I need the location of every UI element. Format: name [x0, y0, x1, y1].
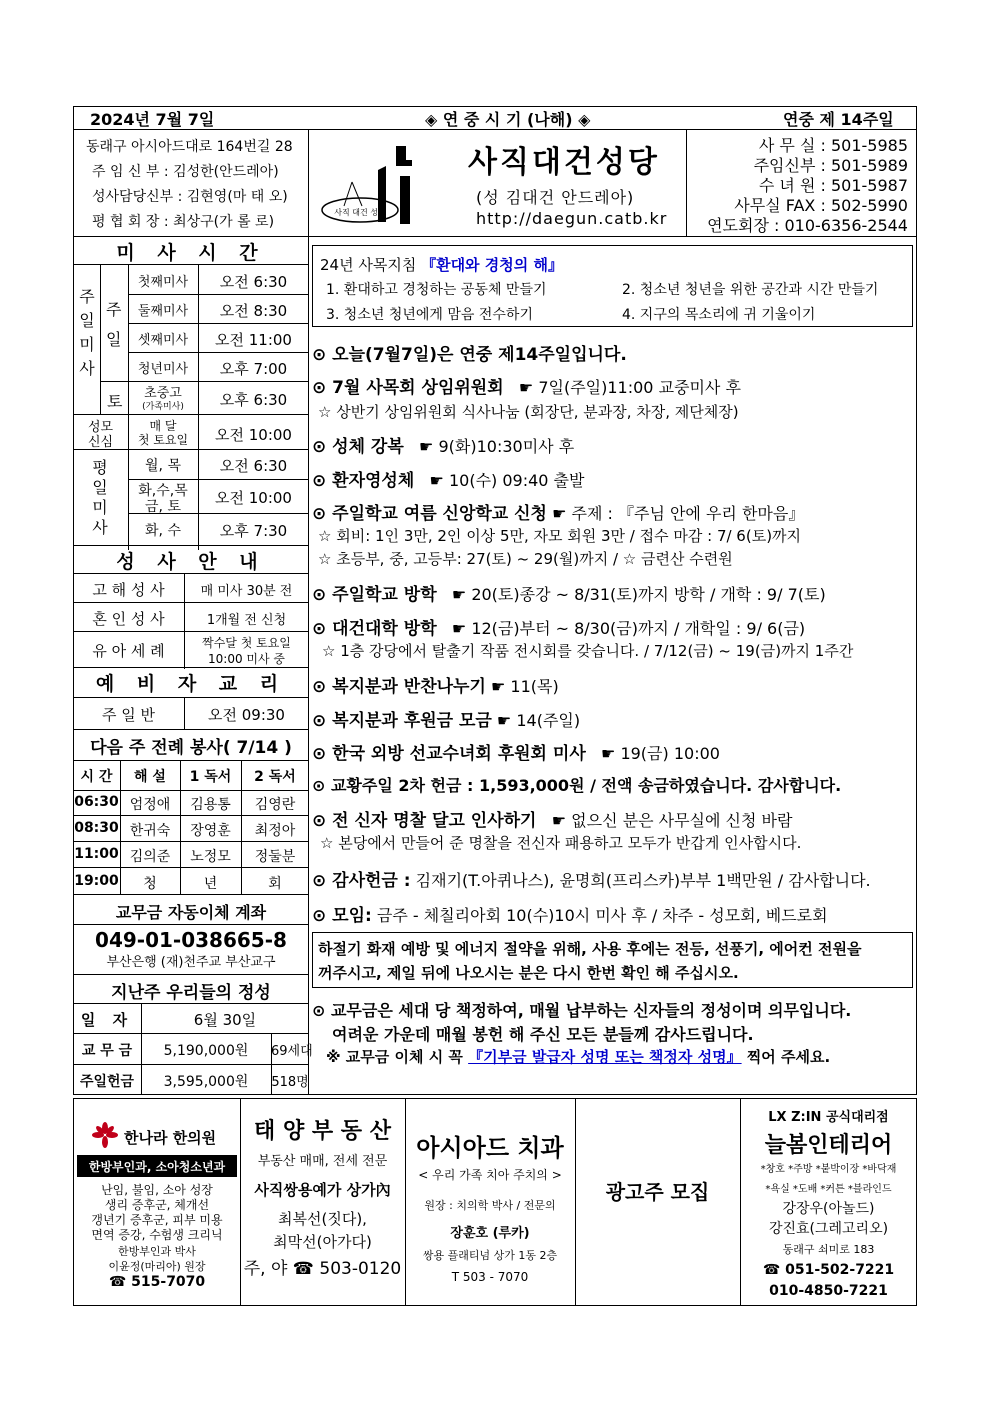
contact-fax: 사무실 FAX : 502-5990 [734, 196, 908, 215]
news-2-title: ⊙ 7월 사목회 상임위원회 [312, 378, 504, 398]
news-2-detail: ☛ 7일(주일)11:00 교중미사 후 [518, 378, 741, 397]
liturgical-week: 연중 제 14주일 [783, 110, 894, 129]
seongmo-day-2: 첫 토요일 [137, 433, 189, 447]
news-13-detail: 김재기(T.아퀴나스), 윤명희(프리스카)부부 1백만원 / 감사합니다. [415, 871, 871, 890]
catechism-title: 예 비 자 교 리 [95, 673, 287, 695]
service-row-2-time: 08:30 [74, 820, 119, 836]
news-7-sub: ☆ 1층 강당에서 탈출기 작품 전시회를 갖습니다. / 7/12(금) ~ 19(금)까지 1주간 [322, 642, 854, 660]
news-4 [312, 466, 584, 491]
service-header-time: 시 간 [80, 769, 113, 785]
news-6-title: ⊙ 주일학교 방학 [312, 585, 437, 605]
news-2-sub: ☆ 상반기 상임위원회 식사나눔 (회장단, 분과장, 차장, 제단체장) [318, 403, 739, 421]
news-5-sub-2: ☆ 초등부, 중, 고등부: 27(토) ~ 29(월)까지 / ☆ 금련산 수련원 [318, 550, 733, 568]
ad4-recruit: 광고주 모집 [605, 1180, 710, 1204]
news-3-title: ⊙ 성체 강복 [312, 437, 404, 457]
news-12 [312, 806, 792, 831]
news-10-detail: ☛ 19(금) 10:00 [601, 744, 720, 763]
weekday-row-2-day2: 금, 토 [145, 499, 181, 515]
mass-row-4-time: 오후 7:00 [219, 360, 288, 378]
sacrament-1-name: 고 해 성 사 [92, 581, 165, 599]
news-14-title: ⊙ 모임: [312, 906, 372, 926]
ad1-line-2: 생리 증후군, 체개선 [104, 1198, 210, 1212]
mass-row-3-name: 셋째미사 [137, 333, 189, 348]
church-name: 사직대건성당 [468, 145, 660, 180]
church-patron: (성 김대건 안드레아) [476, 188, 635, 207]
mass-row-4-name: 청년미사 [137, 362, 189, 377]
ad1-line-1: 난임, 불임, 소아 성장 [101, 1183, 213, 1197]
mass-row-5-name: 초중고 [144, 386, 182, 401]
mass-title: 미 사 시 간 [116, 242, 266, 264]
news-4-detail: ☛ 10(수) 09:40 출발 [429, 471, 585, 490]
logo-text: 사직 대건 성당 [334, 208, 386, 217]
energy-notice-line-1: 하절기 화재 예방 및 에너지 절약을 위해, 사용 후에는 전등, 선풍기, 에어컨 전원을 [318, 940, 862, 958]
news-13 [312, 866, 871, 891]
church-logo [318, 140, 418, 228]
ad3-doctor: 원장 : 치의학 박사 / 전문의 [424, 1199, 556, 1212]
ad5-person-1: 강장우(아놀드) [782, 1201, 875, 1217]
ad3-name: 아시아드 치과 [416, 1134, 564, 1162]
ad3-doctor-name: 장훈호 (루카) [450, 1226, 530, 1241]
service-row-1-time: 06:30 [74, 794, 119, 810]
news-6 [312, 580, 826, 605]
tithe-line-3 [326, 1046, 830, 1067]
weekday-row-1-day: 월, 목 [145, 458, 181, 474]
news-4-title: ⊙ 환자영성체 [312, 471, 415, 491]
weekday-row-2-day: 화,수,목 [138, 483, 188, 499]
news-12-detail: ☛ 없으신 분은 사무실에 신청 바람 [551, 811, 793, 830]
offering-date-label: 일 자 [80, 1011, 134, 1029]
catechism-time: 오전 09:30 [208, 706, 285, 724]
offering-row-1-name: 교 무 금 [81, 1043, 133, 1059]
tithe-line-3-suffix: 찍어 주세요. [741, 1048, 831, 1066]
seongmo-label-2: 신심 [87, 435, 114, 450]
sunday-mass-label: 주일미사 [79, 287, 95, 378]
service-row-4-c3: 회 [268, 876, 282, 892]
tithe-line-3-prefix: ※ 교무금 이체 시 꼭 [326, 1048, 469, 1066]
service-row-3-c1: 김의준 [129, 849, 171, 865]
news-12-title: ⊙ 전 신자 명찰 달고 인사하기 [312, 811, 537, 831]
weekday-row-3-day: 화, 수 [145, 523, 181, 539]
news-2 [312, 373, 741, 398]
offering-title: 지난주 우리들의 정성 [111, 983, 271, 1003]
offering-row-1-count: 69세대 [271, 1044, 313, 1059]
service-row-3-time: 11:00 [74, 846, 119, 862]
policy-title [320, 254, 563, 275]
catechism-name: 주 일 반 [101, 706, 155, 724]
ad5-top: LX Z:IN 공식대리점 [768, 1110, 889, 1125]
policy-title-highlight: 『환대와 경청의 해』 [421, 256, 563, 274]
news-8 [312, 672, 559, 697]
sunday-label: 주 [106, 300, 122, 319]
sacrament-3-value: 짝수달 첫 토요일 [202, 636, 291, 650]
ad1-name: 한나라 한의원 [124, 1129, 217, 1147]
service-row-3-c2: 노정모 [190, 849, 231, 865]
bulletin-date: 2024년 7월 7일 [90, 110, 215, 129]
ad1-line-3: 갱년기 증후군, 피부 미용 [91, 1213, 223, 1227]
offering-row-1-amount: 5,190,000원 [163, 1043, 249, 1059]
ad5-phone-2: 010-4850-7221 [769, 1283, 888, 1299]
account-bank: 부산은행 (재)천주교 부산교구 [106, 955, 276, 970]
news-3-detail: ☛ 9(화)10:30미사 후 [419, 437, 575, 456]
ad5-items-2: *욕실 *도배 *커튼 *블라인드 [765, 1184, 892, 1195]
news-5-sub-1: ☆ 회비: 1인 3만, 2인 이상 5만, 자모 회원 3만 / 접수 마감 : 7/ 6(토)까지 [318, 527, 802, 545]
service-row-4-c2: 년 [203, 876, 218, 892]
ad1-phone: ☎ 515-7070 [108, 1274, 206, 1290]
news-5-detail: ☛ 주제 : 『주님 안에 우리 한마음』 [552, 504, 805, 523]
news-8-title: ⊙ 복지분과 반찬나누기 [312, 677, 486, 697]
service-row-2-c1: 한귀숙 [129, 823, 171, 839]
contact-convent: 수 녀 원 : 501-5987 [758, 176, 908, 195]
head-pastor: 주 임 신 부 : 김성한(안드레아) [92, 164, 279, 180]
ad1-doctor-2: 이윤정(마리아) 원장 [108, 1260, 206, 1273]
ad2-person-2: 최막선(아가다) [273, 1233, 372, 1251]
ad1-line-4: 면역 증강, 수험생 크리닉 [91, 1228, 223, 1242]
church-address: 동래구 아시아드대로 164번길 28 [86, 139, 293, 155]
weekday-mass-label: 평일미사 [92, 458, 108, 537]
news-14-detail: 금주 - 체칠리아회 10(수)10시 미사 후 / 차주 - 성모회, 베드로회 [376, 906, 828, 925]
policy-item-1: 1. 환대하고 경청하는 공동체 만들기 [326, 282, 547, 298]
policy-title-prefix: 24년 사목지침 [320, 256, 422, 274]
contact-yeondo: 연도회장 : 010-6356-2544 [707, 216, 908, 235]
sacrament-3-value2: 10:00 미사 중 [208, 652, 285, 666]
sacrament-2-value: 1개월 전 신청 [206, 613, 287, 628]
news-14 [312, 901, 828, 926]
liturgical-season: ◈ 연 중 시 기 (나해) ◈ [425, 110, 591, 129]
mass-row-1-name: 첫째미사 [137, 275, 189, 290]
sunday-label-2: 일 [106, 330, 122, 349]
tithe-line-3-highlight: 『기부금 발급자 성명 또는 책정자 성명』 [468, 1048, 742, 1066]
news-6-detail: ☛ 20(토)종강 ~ 8/31(토)까지 방학 / 개학 : 9/ 7(토) [451, 585, 826, 604]
news-7-detail: ☛ 12(금)부터 ~ 8/30(금)까지 / 개학일 : 9/ 6(금) [451, 619, 806, 638]
service-row-3-c3: 정둘분 [254, 849, 296, 865]
mass-row-3-time: 오전 11:00 [215, 331, 292, 349]
news-10 [312, 739, 720, 764]
service-header-reading1: 1 독서 [189, 769, 232, 785]
news-13-title: ⊙ 감사헌금 : [312, 871, 411, 891]
sacrament-2-name: 혼 인 성 사 [92, 610, 165, 628]
sacrament-3-name: 유 아 세 례 [92, 642, 165, 660]
ad3-slogan: < 우리 가족 치아 주치의 > [418, 1168, 562, 1182]
mass-row-2-time: 오전 8:30 [219, 302, 288, 320]
weekday-row-2-time: 오전 10:00 [215, 489, 292, 507]
policy-item-3: 3. 청소년 청년에게 맘음 전수하기 [326, 307, 533, 323]
offering-row-2-count: 518명 [271, 1075, 309, 1090]
seongmo-label-1: 성모 [87, 420, 114, 435]
news-5-title: ⊙ 주일학교 여름 신앙학교 신청 [312, 504, 547, 524]
seongmo-day-1: 매 달 [149, 419, 177, 433]
tithe-line-1: ⊙ 교무금은 세대 당 책정하여, 매월 납부하는 신자들의 정성이며 의무입니다. [312, 1001, 852, 1020]
news-7-title: ⊙ 대건대학 방학 [312, 619, 437, 639]
seongmo-time: 오전 10:00 [215, 426, 292, 444]
ad5-items-1: *창호 *주방 *붙박이장 *바닥재 [760, 1164, 897, 1175]
news-10-title: ⊙ 한국 외방 선교수녀회 후원회 미사 [312, 744, 586, 764]
mass-row-5-name2: (가족미사) [142, 402, 184, 412]
news-7 [312, 614, 805, 639]
news-5 [312, 499, 804, 524]
ad5-address: 동래구 쇠미로 183 [782, 1243, 875, 1256]
news-11: ⊙ 교황주일 2차 헌금 : 1,593,000원 / 전액 송금하였습니다. 감사합니다. [312, 776, 842, 795]
service-row-2-c2: 장영훈 [190, 823, 231, 839]
service-header-reading2: 2 독서 [254, 769, 296, 785]
weekday-row-1-time: 오전 6:30 [219, 457, 288, 475]
ad5-phone-1: ☎ 051-502-7221 [762, 1262, 895, 1278]
mass-row-1-time: 오전 6:30 [219, 273, 288, 291]
ad3-address: 쌍용 플래티넘 상가 1동 2층 [422, 1249, 558, 1262]
service-row-4-c1: 청 [143, 876, 157, 892]
offering-date: 6월 30일 [193, 1011, 257, 1029]
ad2-person-1: 최복선(짓다), [278, 1210, 367, 1228]
ad1-band-text: 한방부인과, 소아청소년과 [88, 1160, 226, 1174]
ad2-phone: 주, 야 ☎ 503-0120 [243, 1259, 402, 1279]
offering-row-2-name: 주일헌금 [79, 1074, 135, 1090]
news-8-detail: ☛ 11(목) [490, 677, 559, 696]
news-9 [312, 706, 580, 731]
ad1-doctor-1: 한방부인과 박사 [118, 1245, 196, 1258]
policy-item-2: 2. 청소년 청년을 위한 공간과 시간 만들기 [622, 282, 879, 298]
sacrament-title: 성 사 안 내 [116, 551, 266, 573]
news-12-sub: ☆ 본당에서 만들어 준 명찰을 전신자 패용하고 모두가 반갑게 인사합시다. [320, 834, 802, 852]
energy-notice-line-2: 꺼주시고, 제일 뒤에 나오시는 분은 다시 한번 확인 해 주십시오. [318, 964, 739, 982]
council-president: 평 협 회 장 : 최상구(가 롤 로) [92, 214, 275, 230]
news-1: ⊙ 오늘(7월7일)은 연중 제14주일입니다. [312, 345, 627, 365]
service-row-4-time: 19:00 [74, 873, 119, 889]
news-9-detail: ☛ 14(주일) [496, 711, 581, 730]
assistant-priest: 성사담당신부 : 김현영(마 태 오) [92, 189, 288, 205]
news-9-title: ⊙ 복지분과 후원금 모금 [312, 711, 492, 731]
ad2-place: 사직쌍용예가 상가內 [254, 1181, 391, 1199]
service-row-2-c3: 최정아 [254, 823, 296, 839]
mass-row-5-time: 오후 6:30 [219, 391, 288, 409]
account-title: 교무금 자동이체 계좌 [115, 903, 267, 922]
contact-office: 사 무 실 : 501-5985 [758, 136, 908, 155]
ad5-name: 늘봄인테리어 [764, 1133, 893, 1158]
ad5-person-2: 강진효(그레고리오) [768, 1221, 889, 1237]
ad2-name: 태 양 부 동 산 [254, 1119, 391, 1144]
policy-item-4: 4. 지구의 목소리에 귀 기울이기 [622, 307, 816, 323]
service-row-1-c3: 김영란 [254, 797, 296, 813]
account-number: 049-01-038665-8 [95, 928, 287, 952]
weekday-row-3-time: 오후 7:30 [219, 522, 288, 540]
lotus-icon [92, 1122, 118, 1148]
saturday-label: 토 [107, 392, 123, 411]
mass-row-2-name: 둘째미사 [137, 304, 189, 319]
tithe-line-2: 여려운 가운데 매월 봉헌 해 주신 모든 분들께 감사드립니다. [332, 1025, 754, 1044]
service-row-1-c2: 김용통 [190, 797, 231, 813]
news-3 [312, 432, 574, 457]
contact-pastor: 주임신부 : 501-5989 [753, 156, 908, 175]
service-title: 다음 주 전례 봉사( 7/14 ) [90, 738, 292, 758]
service-header-commentary: 해 설 [134, 769, 166, 785]
offering-row-2-amount: 3,595,000원 [163, 1074, 249, 1090]
sacrament-1-value: 매 미사 30분 전 [200, 584, 293, 599]
ad2-sub: 부동산 매매, 전세 전문 [257, 1154, 388, 1169]
church-url[interactable]: http://daegun.catb.kr [476, 209, 668, 228]
service-row-1-c1: 엄정애 [129, 797, 171, 813]
ad3-phone: T 503 - 7070 [451, 1270, 529, 1284]
